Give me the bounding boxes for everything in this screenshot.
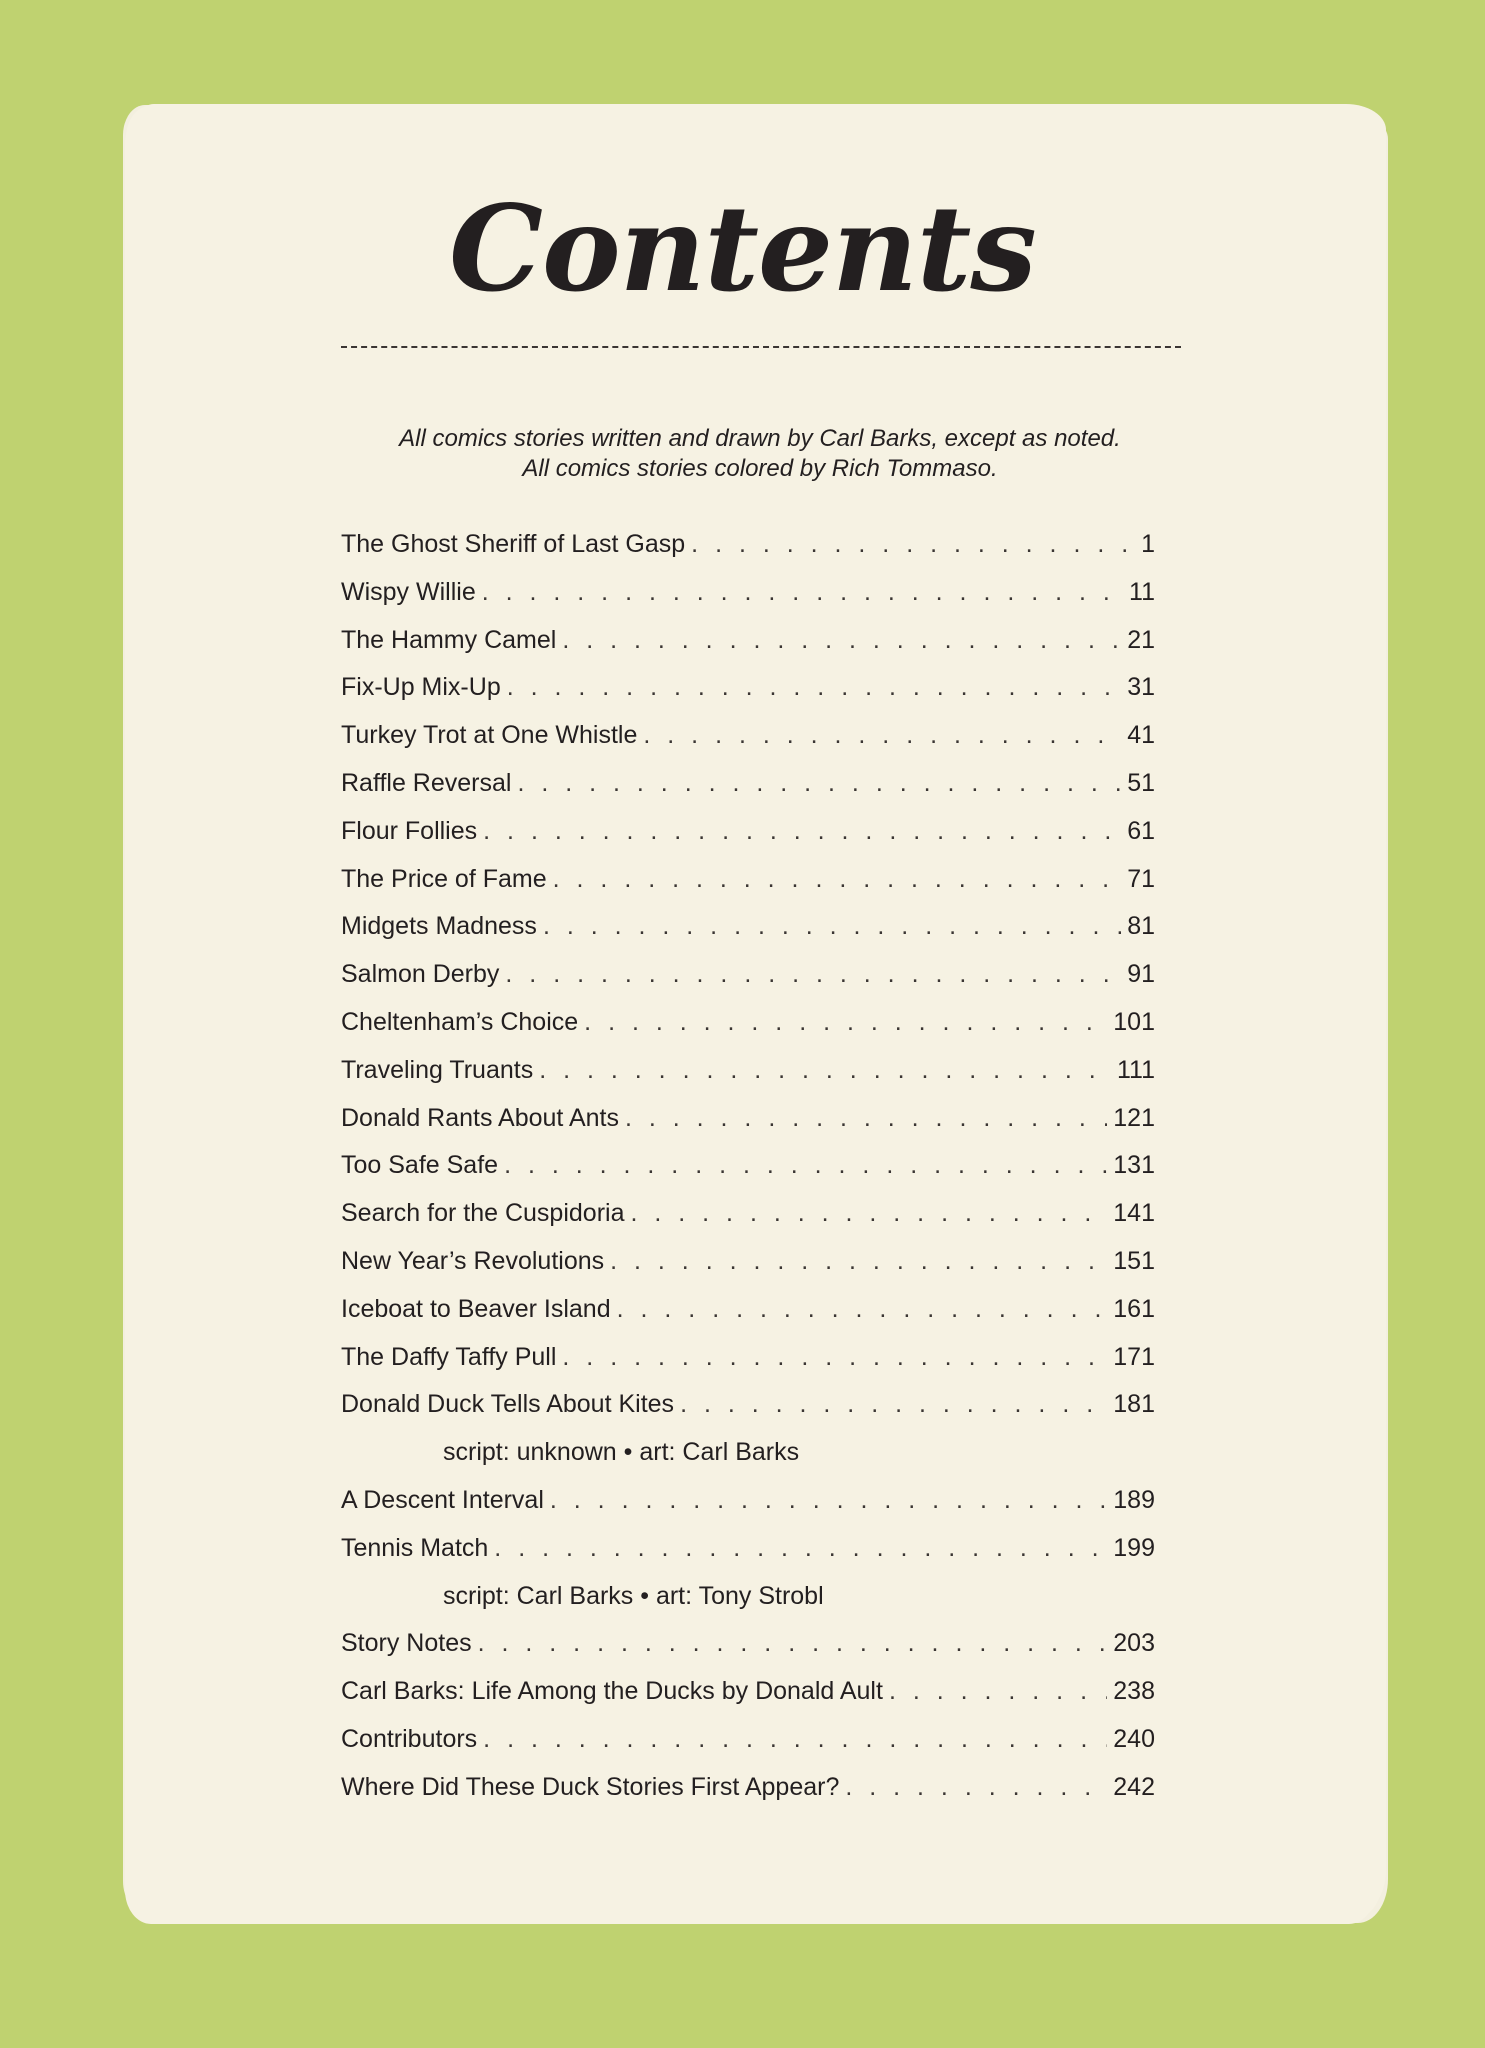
toc-entry[interactable] bbox=[341, 865, 1155, 913]
toc-dot-leader bbox=[617, 1295, 1108, 1324]
toc-page-number: 61 bbox=[1127, 816, 1155, 845]
toc-entry-title: The Daffy Taffy Pull bbox=[341, 1342, 557, 1371]
toc-entry[interactable] bbox=[341, 1343, 1155, 1391]
toc-entry[interactable] bbox=[341, 1677, 1155, 1725]
toc-entry[interactable] bbox=[341, 1247, 1155, 1295]
intro-line: All comics stories written and drawn by Carl Barks, except as noted. bbox=[399, 425, 1121, 452]
toc-entry-title: Carl Barks: Life Among the Ducks by Donald Ault bbox=[341, 1677, 883, 1706]
toc-entry-title: Where Did These Duck Stories First Appear? bbox=[341, 1772, 840, 1801]
toc-dot-leader bbox=[625, 1104, 1107, 1133]
toc-entry-title: The Price of Fame bbox=[341, 864, 547, 893]
toc-page-number: 181 bbox=[1113, 1390, 1155, 1419]
toc-page-number: 240 bbox=[1113, 1724, 1155, 1753]
toc-credit-line: script: unknown • art: Carl Barks bbox=[443, 1438, 800, 1467]
toc-entry[interactable] bbox=[341, 1773, 1155, 1821]
toc-entry[interactable] bbox=[341, 626, 1155, 674]
toc-dot-leader bbox=[494, 1534, 1107, 1563]
toc-entry-title: Wispy Willie bbox=[341, 577, 476, 606]
toc-page-number: 151 bbox=[1113, 1246, 1155, 1275]
toc-page-number: 199 bbox=[1113, 1533, 1155, 1562]
toc-entry[interactable] bbox=[341, 1725, 1155, 1773]
toc-page-number: 242 bbox=[1113, 1772, 1155, 1801]
toc-dot-leader bbox=[562, 626, 1121, 655]
toc-entry-title: Donald Duck Tells About Kites bbox=[341, 1390, 675, 1419]
toc-entry-title: Raffle Reversal bbox=[341, 768, 512, 797]
toc-dot-leader bbox=[507, 673, 1121, 702]
toc-entry[interactable] bbox=[341, 1056, 1155, 1104]
toc-page-number: 51 bbox=[1127, 768, 1155, 797]
toc-dot-leader bbox=[482, 578, 1123, 607]
toc-dot-leader bbox=[543, 912, 1121, 941]
toc-entry[interactable] bbox=[341, 721, 1155, 769]
toc-entry[interactable] bbox=[341, 673, 1155, 721]
table-of-contents bbox=[341, 530, 1155, 1821]
toc-entry-title: Iceboat to Beaver Island bbox=[341, 1294, 611, 1323]
toc-page-number: 81 bbox=[1127, 912, 1155, 941]
toc-entry[interactable] bbox=[341, 578, 1155, 626]
toc-entry[interactable] bbox=[341, 1104, 1155, 1152]
toc-dot-leader bbox=[478, 1629, 1108, 1658]
toc-page-number: 238 bbox=[1113, 1677, 1155, 1706]
toc-entry[interactable] bbox=[341, 912, 1155, 960]
toc-entry[interactable] bbox=[341, 1151, 1155, 1199]
toc-entry-title: Fix-Up Mix-Up bbox=[341, 673, 501, 702]
toc-dot-leader bbox=[610, 1247, 1107, 1276]
toc-entry[interactable] bbox=[341, 530, 1155, 578]
toc-dot-leader bbox=[562, 1343, 1107, 1372]
toc-dot-leader bbox=[550, 1486, 1107, 1515]
intro-line: All comics stories colored by Rich Tommaso. bbox=[522, 455, 998, 482]
toc-page-number: 41 bbox=[1127, 721, 1155, 750]
toc-page-number: 111 bbox=[1116, 1055, 1155, 1084]
toc-entry-title: Contributors bbox=[341, 1724, 478, 1753]
toc-entry[interactable] bbox=[341, 1486, 1155, 1534]
toc-dot-leader bbox=[553, 865, 1122, 894]
toc-entry[interactable] bbox=[341, 1629, 1155, 1677]
toc-entry-title: Flour Follies bbox=[341, 816, 478, 845]
dashed-divider bbox=[341, 346, 1181, 348]
toc-page-number: 91 bbox=[1127, 960, 1155, 989]
toc-entry[interactable] bbox=[341, 1199, 1155, 1247]
toc-entry-title: Traveling Truants bbox=[341, 1055, 534, 1084]
toc-dot-leader bbox=[584, 1008, 1107, 1037]
toc-page-number: 11 bbox=[1129, 577, 1155, 606]
toc-entry-title: Search for the Cuspidoria bbox=[341, 1199, 625, 1228]
toc-entry-title: Tennis Match bbox=[341, 1533, 489, 1562]
toc-entry-title: Too Safe Safe bbox=[341, 1151, 499, 1180]
toc-entry-title: The Ghost Sheriff of Last Gasp bbox=[341, 530, 686, 558]
toc-entry-title: Donald Rants About Ants bbox=[341, 1103, 619, 1132]
toc-dot-leader bbox=[483, 817, 1121, 846]
toc-page-number: 31 bbox=[1127, 673, 1155, 702]
toc-entry[interactable] bbox=[341, 1534, 1155, 1582]
toc-dot-leader bbox=[517, 769, 1121, 798]
toc-dot-leader bbox=[539, 1056, 1111, 1085]
toc-entry-title: The Hammy Camel bbox=[341, 625, 557, 654]
toc-page-number: 121 bbox=[1113, 1103, 1155, 1132]
toc-dot-leader bbox=[680, 1390, 1107, 1419]
toc-page-number: 1 bbox=[1141, 530, 1155, 558]
toc-page-number: 161 bbox=[1113, 1294, 1155, 1323]
toc-page-number: 21 bbox=[1127, 625, 1155, 654]
toc-page-number: 71 bbox=[1127, 864, 1155, 893]
toc-entry-title: A Descent Interval bbox=[341, 1485, 544, 1514]
toc-dot-leader bbox=[691, 530, 1135, 559]
toc-dot-leader bbox=[845, 1773, 1107, 1802]
toc-dot-leader bbox=[483, 1725, 1107, 1754]
toc-entry[interactable] bbox=[341, 960, 1155, 1008]
toc-entry[interactable] bbox=[341, 769, 1155, 817]
toc-dot-leader bbox=[504, 1151, 1107, 1180]
toc-entry[interactable] bbox=[341, 817, 1155, 865]
toc-entry[interactable] bbox=[341, 1390, 1155, 1438]
toc-entry[interactable] bbox=[341, 1295, 1155, 1343]
toc-page-number: 131 bbox=[1113, 1151, 1155, 1180]
toc-entry-title: Turkey Trot at One Whistle bbox=[341, 721, 638, 750]
toc-dot-leader bbox=[505, 960, 1121, 989]
toc-page-number: 141 bbox=[1113, 1199, 1155, 1228]
toc-dot-leader bbox=[889, 1677, 1107, 1706]
toc-page-number: 189 bbox=[1113, 1485, 1155, 1514]
toc-dot-leader bbox=[630, 1199, 1107, 1228]
toc-page-number: 203 bbox=[1113, 1629, 1155, 1658]
toc-entry-title: Midgets Madness bbox=[341, 912, 537, 941]
toc-page-number: 171 bbox=[1113, 1342, 1155, 1371]
toc-page-number: 101 bbox=[1113, 1007, 1155, 1036]
toc-credit-line: script: Carl Barks • art: Tony Strobl bbox=[443, 1581, 824, 1610]
toc-entry-title: Salmon Derby bbox=[341, 960, 500, 989]
page-title: Contents bbox=[449, 179, 1036, 318]
toc-entry-title: Story Notes bbox=[341, 1629, 472, 1658]
toc-entry-title: Cheltenham’s Choice bbox=[341, 1007, 579, 1036]
toc-entry[interactable] bbox=[341, 1008, 1155, 1056]
intro-note bbox=[300, 424, 1220, 484]
toc-entry-title: New Year’s Revolutions bbox=[341, 1246, 605, 1275]
toc-dot-leader bbox=[643, 721, 1121, 750]
